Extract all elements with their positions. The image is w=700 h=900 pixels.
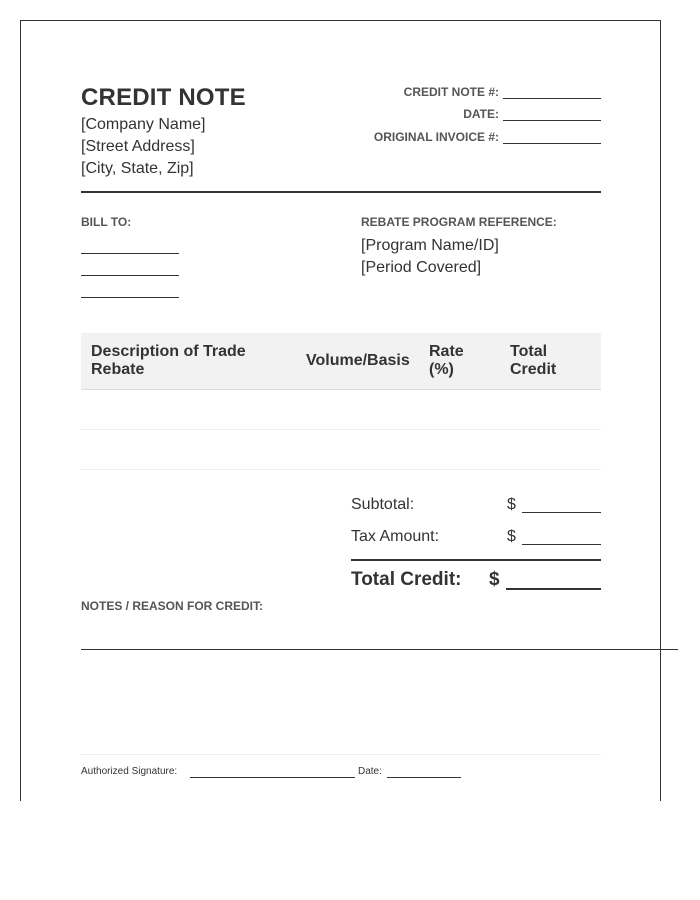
bill-to-line-3[interactable] <box>81 297 179 298</box>
subtotal-label: Subtotal: <box>351 496 415 513</box>
column-header-description: Description of Trade Rebate <box>91 343 246 378</box>
program-name: [Program Name/ID] <box>361 237 499 254</box>
subtotal-currency: $ <box>507 496 516 513</box>
rebate-program-label: REBATE PROGRAM REFERENCE: <box>361 215 557 229</box>
table-row[interactable] <box>81 389 601 430</box>
footer-divider <box>81 754 601 755</box>
period-covered: [Period Covered] <box>361 259 482 276</box>
signature-date-label: Date: <box>358 766 382 777</box>
total-credit-label: Total Credit: <box>351 569 462 590</box>
signature-date-field[interactable] <box>387 777 461 778</box>
company-street-address: [Street Address] <box>81 138 195 155</box>
company-city-state-zip: [City, State, Zip] <box>81 160 194 177</box>
bill-to-label: BILL TO: <box>81 215 132 229</box>
authorized-signature-label: Authorized Signature: <box>81 766 178 777</box>
total-divider <box>351 559 601 561</box>
credit-note-number-label: CREDIT NOTE #: <box>403 85 499 99</box>
column-header-volume: Volume/Basis <box>306 352 410 369</box>
tax-amount-field[interactable] <box>522 544 601 545</box>
authorized-signature-field[interactable] <box>190 777 355 778</box>
tax-amount-currency: $ <box>507 528 516 545</box>
total-credit-field[interactable] <box>506 588 601 590</box>
tax-amount-label: Tax Amount: <box>351 528 440 545</box>
table-row[interactable] <box>81 429 601 470</box>
subtotal-field[interactable] <box>522 512 601 513</box>
column-header-rate: Rate (%) <box>429 343 464 378</box>
document-title: CREDIT NOTE <box>81 84 246 111</box>
header-divider <box>81 191 601 193</box>
original-invoice-field[interactable] <box>503 143 601 144</box>
original-invoice-label: ORIGINAL INVOICE #: <box>373 130 499 144</box>
credit-note-number-field[interactable] <box>503 98 601 99</box>
notes-field[interactable] <box>81 649 678 650</box>
date-label: DATE: <box>463 107 499 121</box>
date-field[interactable] <box>503 120 601 121</box>
total-credit-currency: $ <box>489 569 500 590</box>
bill-to-line-2[interactable] <box>81 275 179 276</box>
bill-to-line-1[interactable] <box>81 253 179 254</box>
notes-label: NOTES / REASON FOR CREDIT: <box>81 599 264 613</box>
column-header-total: Total Credit <box>510 343 557 378</box>
company-name: [Company Name] <box>81 116 206 133</box>
